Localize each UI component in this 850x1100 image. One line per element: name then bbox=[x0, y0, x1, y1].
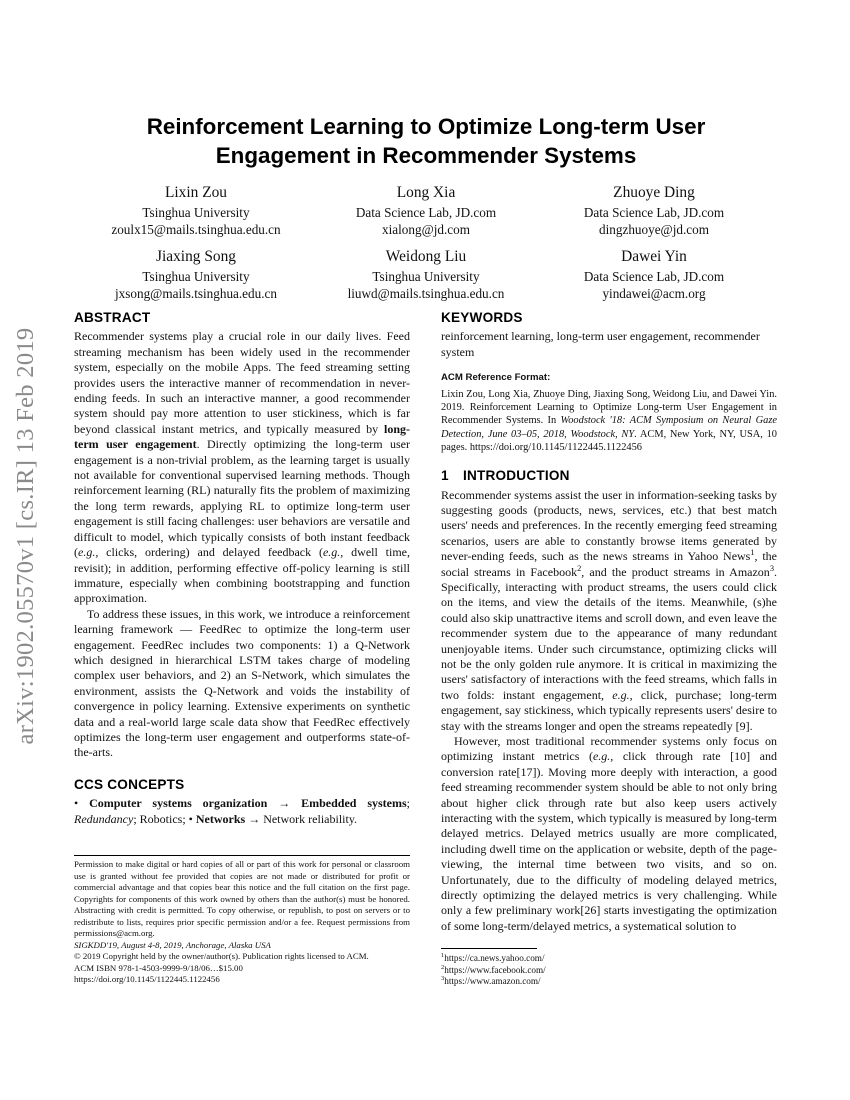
ccs-term: Embedded systems bbox=[301, 796, 407, 811]
footnote-url[interactable]: https://www.amazon.com/ bbox=[444, 976, 541, 987]
text: click, purchase; long-term engagement, say stickiness, which typically represents users' desire to stay with the streams longer and open the streams repeatedly [9]. bbox=[441, 687, 777, 733]
author-block-6 bbox=[524, 247, 784, 302]
footnote-mark: 2 bbox=[441, 963, 445, 971]
arxiv-identifier-text: arXiv:1902.05570v1 [cs.IR] 13 Feb 2019 bbox=[12, 327, 39, 745]
bullet: • bbox=[188, 811, 193, 826]
text: However, most traditional recommender systems only focus on optimizing instant metrics ( bbox=[441, 734, 777, 764]
venue-line bbox=[74, 940, 410, 952]
bullet: • bbox=[74, 796, 79, 811]
footnote-mark: 3 bbox=[441, 975, 445, 983]
footnote-marker: 1 bbox=[750, 548, 755, 558]
author-name: Zhuoye Ding bbox=[613, 184, 695, 201]
italic-eg: e.g., bbox=[592, 749, 614, 764]
author-affiliation: Tsinghua University bbox=[372, 269, 480, 284]
divider bbox=[74, 855, 410, 856]
isbn-line: ACM ISBN 978-1-4503-9999-9/18/06…$15.00 bbox=[74, 962, 243, 973]
footnote-marker: 3 bbox=[769, 563, 774, 573]
text: Lixin Zou, Long Xia, Zhuoye Ding, Jiaxing Song, Weidong Liu, and Dawei Yin. 2019. Reinforcement Learning to Optimize Long-term User Engagement in Recommender Systems. In bbox=[441, 388, 777, 427]
text: dwell time, revisit); in addition, performing effective off-policy learning is still immature, especially when combining bootstrapping and function approximation. bbox=[74, 545, 410, 606]
acm-reference-text bbox=[441, 388, 777, 454]
italic-eg: e.g., bbox=[322, 545, 344, 560]
footnote-2 bbox=[441, 965, 777, 977]
author-block-4 bbox=[66, 247, 326, 302]
abstract-paragraph-1 bbox=[74, 329, 410, 606]
arrow: → bbox=[248, 811, 261, 826]
paper-title: Reinforcement Learning to Optimize Long-term User Engagement in Recommender Systems bbox=[146, 114, 706, 168]
footnote-1 bbox=[441, 953, 777, 965]
author-affiliation: Tsinghua University bbox=[142, 269, 250, 284]
footnote-url[interactable]: https://www.facebook.com/ bbox=[444, 964, 546, 975]
arrow: → bbox=[278, 796, 291, 811]
separator: ; bbox=[406, 796, 411, 811]
doi-line: https://doi.org/10.1145/1122445.1122456 bbox=[74, 974, 220, 984]
intro-paragraph-1 bbox=[441, 488, 777, 735]
author-email: liuwd@mails.tsinghua.edu.cn bbox=[347, 286, 505, 301]
ccs-term: Computer systems organization bbox=[89, 796, 268, 811]
right-column bbox=[441, 310, 777, 934]
ccs-term: Redundancy bbox=[74, 811, 134, 826]
keywords-text: reinforcement learning, long-term user engagement, recommender system bbox=[441, 329, 760, 359]
author-name: Weidong Liu bbox=[385, 248, 467, 265]
ccs-term: ; Robotics; bbox=[133, 811, 186, 826]
footnote-3 bbox=[441, 976, 777, 988]
bold-term: long-term user engagement bbox=[74, 421, 410, 452]
italic-venue: Woodstock '18: ACM Symposium on Neural Gaze Detection, June 03–05, 2018, Woodstock, NY bbox=[441, 415, 778, 440]
author-name: Lixin Zou bbox=[165, 184, 227, 201]
text: clicks, ordering) and delayed feedback ( bbox=[98, 545, 323, 560]
author-block-2 bbox=[296, 183, 556, 238]
text: . ACM, New York, NY, USA, 10 pages. https://doi.org/10.1145/1122445.1122456 bbox=[441, 428, 777, 453]
section-title: INTRODUCTION bbox=[463, 468, 570, 484]
keywords-heading: KEYWORDS bbox=[441, 310, 523, 325]
author-block-5 bbox=[296, 247, 556, 302]
footnotes bbox=[441, 948, 777, 988]
arxiv-identifier bbox=[6, 236, 46, 836]
author-email: xialong@jd.com bbox=[382, 222, 470, 237]
author-block-3 bbox=[524, 183, 784, 238]
text: Recommender systems assist the user in information-seeking tasks by suggesting goods (products, news, services, etc.) that best match users' needs and preferences. In the recently emerging feed streaming scenarios, users are able to constantly browse items generated by never-ending feeds, such as the news streams in Yahoo News bbox=[441, 487, 777, 564]
text: Recommender systems play a crucial role in our daily lives. Feed streaming mechanism has been widely used in the recommender system, especially on the mobile Apps. The feed streaming setting provides users the interactive manner of recommendation in never-ending feeds. In such an interactive manner, a good recommender system should pay more attention to user stickiness, which is far beyond classical instant metrics, and typically measured by bbox=[74, 329, 410, 436]
author-email: yindawei@acm.org bbox=[602, 286, 706, 301]
author-email: zoulx15@mails.tsinghua.edu.cn bbox=[111, 222, 281, 237]
author-affiliation: Tsinghua University bbox=[142, 205, 250, 220]
footnote-marker: 2 bbox=[577, 563, 582, 573]
author-name: Jiaxing Song bbox=[156, 248, 236, 265]
intro-paragraph-2 bbox=[441, 734, 777, 934]
text: click through rate [10] and conversion rate[17]). Moving more deeply with interaction, a good feed streaming recommender system should be able to not only bring about higher click through rate but also keep users actively interacting with the system, which typically is measured by long-term delayed metrics. Delayed metrics usually are more complicated, including dwell time on the application or website, depth of the page-viewing, the internal time between two visits, and so on. Unfortunately, due to the difficulty of modeling delayed metrics, directly optimizing the delayed metrics is very challenging. While only a few preliminary work[26] starts investigating the optimization of some long-term/delayed metrics, a systematical solution to bbox=[441, 749, 778, 933]
permission-text: Permission to make digital or hard copies of all or part of this work for personal or classroom use is granted without fee provided that copies are not made or distributed for profit or commercial advantage and that copies bear this notice and the full citation on the first page. Copyrights for components of this work owned by others than the author(s) must be honored. Abstracting with credit is permitted. To copy otherwise, or republish, to post on servers or to redistribute to lists, requires prior specific permission and/or a fee. Request permissions from permissions@acm.org. bbox=[74, 859, 410, 938]
abstract-paragraph-2: To address these issues, in this work, we introduce a reinforcement learning framework — FeedRec to optimize the long-term user engagement. FeedRec includes two components: 1) a Q-Network which designed in hierarchical LSTM takes charge of modeling complex user behaviors, and 2) an S-Network, which simulates the environment, assists the Q-Network and voids the instability of convergence in policy learning. Extensive experiments on synthetic data and a real-world large scale data show that FeedRec effectively optimizes the long-term user engagement and outperforms state-of-the-arts. bbox=[74, 606, 410, 760]
ccs-concepts bbox=[74, 796, 410, 827]
author-block-1 bbox=[66, 183, 326, 238]
introduction-heading bbox=[441, 468, 777, 483]
author-affiliation: Data Science Lab, JD.com bbox=[583, 205, 725, 220]
italic-eg: e.g., bbox=[78, 545, 99, 560]
author-affiliation: Data Science Lab, JD.com bbox=[355, 205, 497, 220]
section-number: 1 bbox=[441, 468, 449, 484]
copyright-line: © 2019 Copyright held by the owner/author(s). Publication rights licensed to ACM. bbox=[74, 951, 369, 961]
author-name: Long Xia bbox=[396, 184, 456, 201]
venue: SIGKDD'19, August 4-8, 2019, Anchorage, Alaska USA bbox=[74, 939, 271, 950]
author-affiliation: Data Science Lab, JD.com bbox=[583, 269, 725, 284]
left-column bbox=[74, 310, 410, 827]
divider bbox=[441, 948, 537, 949]
italic-eg: e.g., bbox=[612, 687, 633, 702]
abstract-heading: ABSTRACT bbox=[74, 310, 151, 325]
permission-block bbox=[74, 855, 410, 986]
footnote-mark: 1 bbox=[441, 951, 445, 959]
acm-reference-heading: ACM Reference Format: bbox=[441, 372, 551, 384]
footnote-url[interactable]: https://ca.news.yahoo.com/ bbox=[444, 953, 545, 963]
author-email: dingzhuoye@jd.com bbox=[599, 222, 709, 237]
author-name: Dawei Yin bbox=[621, 248, 687, 265]
author-email: jxsong@mails.tsinghua.edu.cn bbox=[115, 286, 277, 301]
text: . Directly optimizing the long-term user engagement is a non-trivial problem, as the learning target is usually not available for conventional supervised learning methods. Though reinforcement learning (RL) naturally fits the problem of maximizing the long term rewards, applying RL to optimize long-term user engagement is still facing challenges: user behaviors are versatile and difficult to model, which typically consists of both instant feedback ( bbox=[74, 437, 410, 560]
ccs-term: Networks bbox=[195, 811, 246, 826]
text: , and the product streams in Amazon bbox=[581, 564, 770, 579]
ccs-term: Network reliability. bbox=[263, 811, 358, 826]
text: . Specifically, interacting with product streams, the users could click on the items, and view the details of the items. Meanwhile, (s)he could also skip unattractive items and scroll down, and even leave the recommender system due to the appearance of many redundant unenjoyable items. Under such circumstance, optimizing clicks will not be the only golden rule anymore. It is critical in maximizing the users' satisfactory of interactions with the feed streams, which falls in two folds: instant engagement, bbox=[441, 564, 777, 702]
ccs-heading: CCS CONCEPTS bbox=[74, 776, 185, 792]
text: , the social streams in Facebook bbox=[441, 549, 777, 579]
